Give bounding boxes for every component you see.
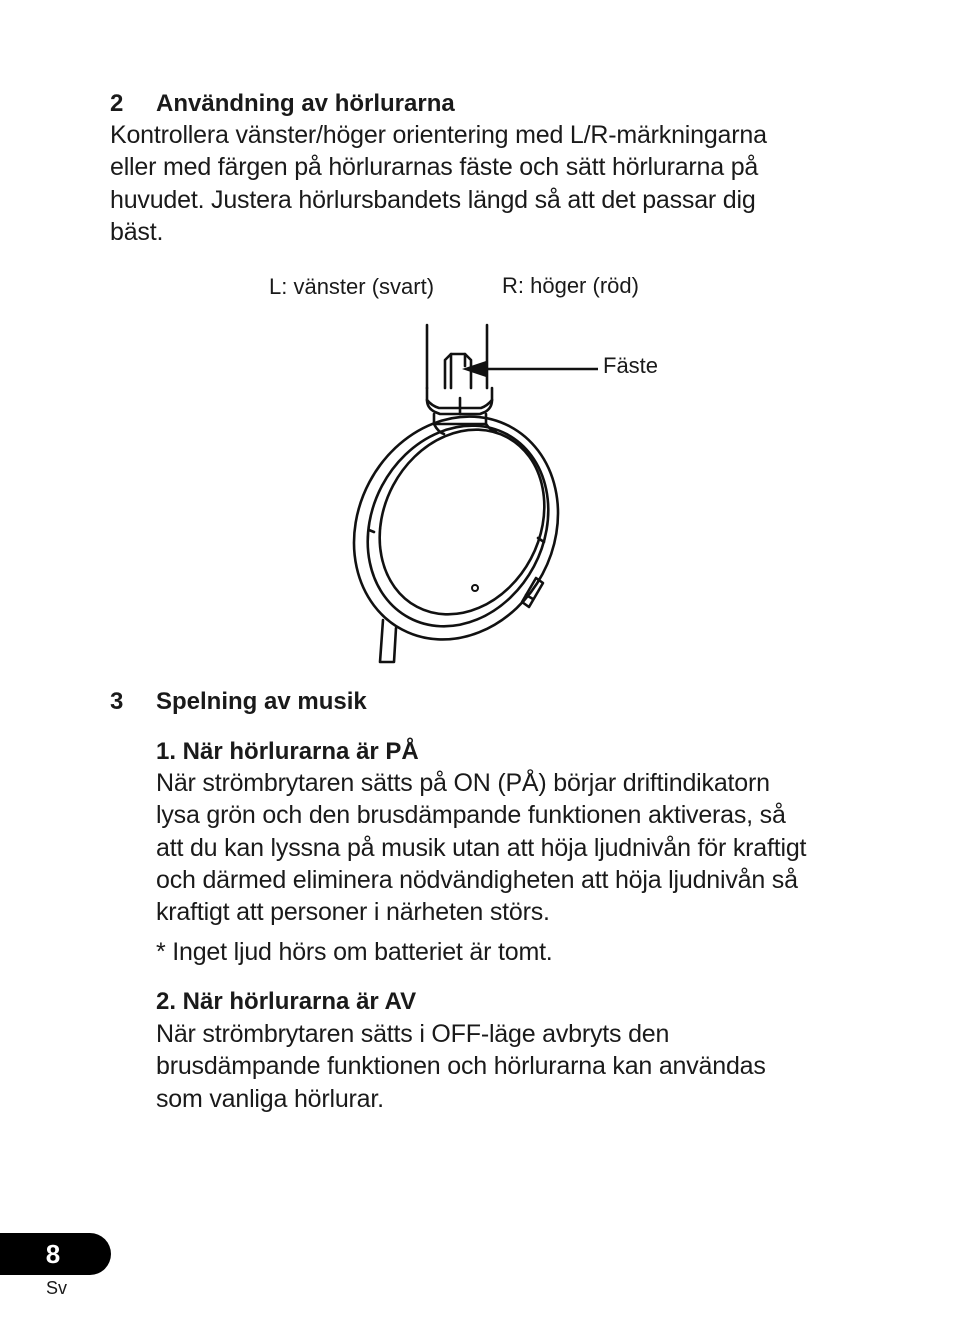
body-line: Kontrollera vänster/höger orientering med L/R-märkningarna [110,121,767,149]
label-mount: Fäste [603,353,659,378]
headphone-earcup-illustration [340,320,620,670]
body-line: När strömbrytaren sätts i OFF-läge avbryts den [156,1020,670,1048]
subsection-2-title: 2. När hörlurarna är AV [156,988,417,1015]
body-line: och därmed eliminera nödvändigheten att höja ljudnivån så [156,865,798,894]
earcup-panel [348,401,576,644]
body-line: kraftigt att personer i närheten störs. [156,898,550,927]
section-2-number: 2 [110,90,124,117]
subsection-1-title: 1. När hörlurarna är PÅ [156,738,419,765]
cable [380,620,396,662]
battery-note: * Inget ljud hörs om batteriet är tomt. [156,938,553,966]
body-line: När strömbrytaren sätts på ON (PÅ) börjar driftindikatorn [156,769,770,797]
section-2-body [110,119,767,248]
label-right-red: R: höger (röd) [502,273,639,298]
section-3-heading [110,687,367,717]
section-2-title: Användning av hörlurarna [156,90,455,117]
subsection-1-body [156,767,806,928]
body-line: att du kan lyssna på musik utan att höja ljudnivån för kraftigt [156,833,807,862]
earcup-inner [340,394,583,658]
mount-block [445,354,471,388]
page-number: 8 [45,1239,61,1269]
body-line: lysa grön och den brusdämpande funktionen aktiveras, så [156,801,786,830]
page-number-tab [0,1233,111,1275]
body-line: huvudet. Justera hörlursbandets längd så att det passar dig [110,185,756,214]
language-code: Sv [46,1278,68,1298]
section-3-number: 3 [110,688,124,715]
body-line: eller med färgen på hörlurarnas fäste och sätt hörlurarna på [110,153,759,182]
power-indicator [472,585,478,591]
body-line: som vanliga hörlurar. [156,1084,384,1113]
section-2-heading [110,89,455,119]
label-left-black: L: vänster (svart) [269,274,435,299]
body-line: bäst. [110,217,164,246]
section-3-title: Spelning av musik [156,688,367,715]
subsection-2-body [156,1018,766,1115]
body-line: brusdämpande funktionen och hörlurarna kan användas [156,1052,766,1081]
